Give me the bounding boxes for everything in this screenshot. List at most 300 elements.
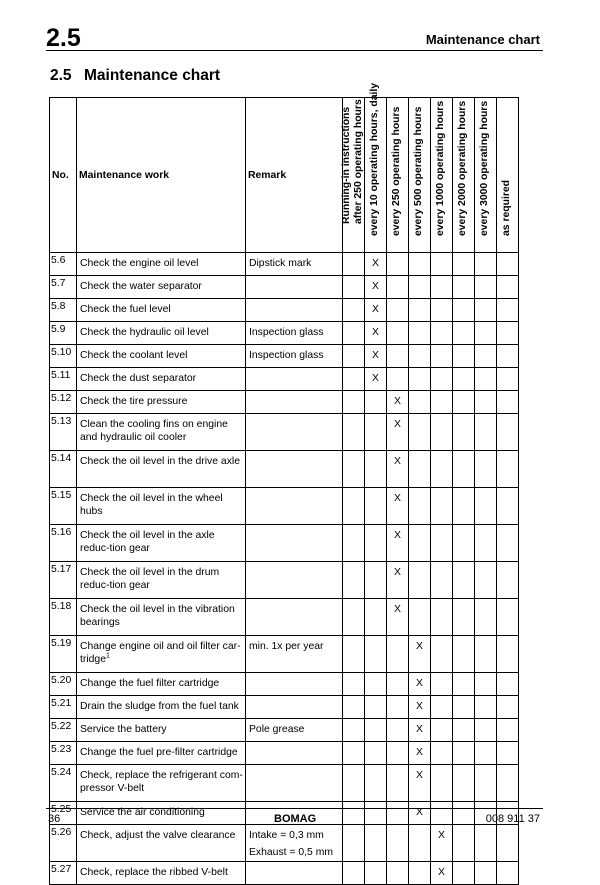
cell-interval <box>365 719 387 742</box>
interval-mark: X <box>394 419 401 430</box>
cell-interval <box>497 276 519 299</box>
cell-interval <box>409 636 431 673</box>
interval-mark: X <box>416 807 423 818</box>
cell-remark <box>246 696 343 719</box>
cell-interval <box>453 765 475 802</box>
cell-interval <box>453 862 475 885</box>
cell-interval <box>475 414 497 451</box>
cell-interval <box>453 345 475 368</box>
cell-interval <box>343 299 365 322</box>
cell-remark <box>246 276 343 299</box>
cell-interval <box>387 719 409 742</box>
interval-mark: X <box>394 396 401 407</box>
cell-interval <box>453 414 475 451</box>
cell-interval <box>431 322 453 345</box>
cell-interval <box>431 825 453 862</box>
cell-remark <box>246 414 343 451</box>
maintenance-work-text: Check the coolant level <box>80 350 188 361</box>
interval-mark: X <box>438 867 445 878</box>
cell-interval <box>475 765 497 802</box>
cell-interval <box>365 696 387 719</box>
cell-interval <box>475 322 497 345</box>
cell-maintenance-work <box>77 696 246 719</box>
interval-label-line: every 1000 operating hours <box>434 100 446 237</box>
table-row <box>50 862 519 885</box>
cell-interval <box>431 802 453 825</box>
interval-mark: X <box>416 678 423 689</box>
header-section-number: 2.5 <box>46 24 81 52</box>
cell-interval <box>387 636 409 673</box>
interval-mark: X <box>394 530 401 541</box>
cell-interval <box>409 562 431 599</box>
cell-interval <box>453 802 475 825</box>
table-row <box>50 525 519 562</box>
cell-interval <box>475 862 497 885</box>
cell-interval <box>343 451 365 488</box>
maintenance-work-text: Check the oil level in the wheel hubs <box>80 493 223 517</box>
cell-number: 5.25 <box>50 802 77 825</box>
cell-interval <box>475 719 497 742</box>
interval-mark: X <box>372 281 379 292</box>
interval-label-line: every 500 operating hours <box>412 106 424 237</box>
column-header-interval <box>453 98 475 253</box>
cell-interval <box>431 719 453 742</box>
interval-label-line: every 10 operating hours, daily <box>368 83 380 237</box>
cell-interval <box>387 525 409 562</box>
cell-interval <box>431 368 453 391</box>
cell-interval <box>343 636 365 673</box>
maintenance-work-text: Change engine oil and oil filter car-tridge <box>80 641 241 665</box>
cell-interval <box>409 322 431 345</box>
cell-number: 5.23 <box>50 742 77 765</box>
cell-interval <box>453 451 475 488</box>
footer-page-number: 36 <box>48 813 61 825</box>
cell-remark <box>246 719 343 742</box>
remark-text: min. 1x per year <box>249 641 324 652</box>
maintenance-work-text: Drain the sludge from the fuel tank <box>80 701 239 712</box>
cell-remark <box>246 599 343 636</box>
column-header-interval <box>475 98 497 253</box>
cell-interval <box>387 345 409 368</box>
cell-interval <box>453 673 475 696</box>
cell-interval <box>497 322 519 345</box>
cell-maintenance-work <box>77 414 246 451</box>
cell-interval <box>343 368 365 391</box>
cell-interval <box>497 391 519 414</box>
cell-remark <box>246 391 343 414</box>
cell-interval <box>409 253 431 276</box>
cell-interval <box>365 345 387 368</box>
maintenance-work-text: Check the dust separator <box>80 373 197 384</box>
cell-interval <box>497 525 519 562</box>
cell-maintenance-work <box>77 742 246 765</box>
table-row <box>50 299 519 322</box>
interval-label-line: every 250 operating hours <box>390 106 402 237</box>
cell-number: 5.26 <box>50 825 77 862</box>
cell-number: 5.18 <box>50 599 77 636</box>
column-header-interval <box>387 98 409 253</box>
cell-number: 5.27 <box>50 862 77 885</box>
cell-interval <box>365 599 387 636</box>
maintenance-work-text: Change the fuel pre-filter cartridge <box>80 747 238 758</box>
cell-interval <box>365 673 387 696</box>
remark-text: Inspection glass <box>249 350 324 361</box>
maintenance-work-text: Check the oil level in the drum reduc-tion gear <box>80 567 220 591</box>
cell-interval <box>475 299 497 322</box>
cell-interval <box>387 276 409 299</box>
cell-interval <box>475 253 497 276</box>
cell-interval <box>475 636 497 673</box>
cell-interval <box>343 862 365 885</box>
cell-interval <box>409 742 431 765</box>
cell-interval <box>343 345 365 368</box>
header-title: Maintenance chart <box>425 32 540 47</box>
cell-interval <box>365 391 387 414</box>
table-row <box>50 673 519 696</box>
cell-interval <box>431 276 453 299</box>
cell-interval <box>453 299 475 322</box>
interval-mark: X <box>394 567 401 578</box>
cell-interval <box>431 562 453 599</box>
cell-maintenance-work <box>77 391 246 414</box>
cell-interval <box>453 368 475 391</box>
interval-mark: X <box>394 604 401 615</box>
interval-mark: X <box>372 304 379 315</box>
column-header-interval <box>409 98 431 253</box>
cell-number: 5.19 <box>50 636 77 673</box>
cell-interval <box>387 862 409 885</box>
maintenance-work-text: Service the battery <box>80 724 167 735</box>
cell-interval <box>431 673 453 696</box>
cell-interval <box>431 253 453 276</box>
cell-number: 5.22 <box>50 719 77 742</box>
cell-interval <box>475 696 497 719</box>
cell-interval <box>365 802 387 825</box>
column-header-no: No. <box>50 98 77 253</box>
interval-mark: X <box>394 493 401 504</box>
cell-interval <box>343 696 365 719</box>
column-header-interval <box>497 98 519 253</box>
cell-interval <box>409 368 431 391</box>
interval-label <box>457 101 469 236</box>
cell-number: 5.15 <box>50 488 77 525</box>
cell-interval <box>365 414 387 451</box>
cell-interval <box>431 451 453 488</box>
interval-mark: X <box>416 701 423 712</box>
cell-interval <box>387 451 409 488</box>
cell-interval <box>387 368 409 391</box>
table-row <box>50 488 519 525</box>
cell-number: 5.11 <box>50 368 77 391</box>
cell-interval <box>365 451 387 488</box>
cell-remark <box>246 636 343 673</box>
cell-interval <box>475 742 497 765</box>
cell-interval <box>453 322 475 345</box>
cell-interval <box>497 673 519 696</box>
cell-interval <box>365 825 387 862</box>
cell-number: 5.14 <box>50 451 77 488</box>
interval-mark: X <box>416 747 423 758</box>
cell-interval <box>365 299 387 322</box>
cell-interval <box>497 253 519 276</box>
remark-text: Pole grease <box>249 724 305 735</box>
cell-remark <box>246 488 343 525</box>
footnote-marker: 1 <box>106 652 110 660</box>
header-divider <box>46 50 543 51</box>
cell-interval <box>453 719 475 742</box>
cell-interval <box>409 451 431 488</box>
cell-interval <box>387 414 409 451</box>
cell-interval <box>475 451 497 488</box>
cell-interval <box>387 299 409 322</box>
table-row <box>50 825 519 862</box>
cell-interval <box>431 299 453 322</box>
cell-interval <box>431 345 453 368</box>
column-header-maintenance-work: Maintenance work <box>77 98 246 253</box>
column-header-interval <box>431 98 453 253</box>
cell-interval <box>497 599 519 636</box>
section-heading <box>50 67 220 85</box>
cell-maintenance-work <box>77 719 246 742</box>
cell-maintenance-work <box>77 765 246 802</box>
cell-interval <box>431 696 453 719</box>
cell-number: 5.7 <box>50 276 77 299</box>
cell-number: 5.24 <box>50 765 77 802</box>
section-number: 2.5 <box>50 67 72 84</box>
column-header-remark: Remark <box>246 98 343 253</box>
maintenance-work-text: Check the hydraulic oil level <box>80 327 209 338</box>
cell-interval <box>497 368 519 391</box>
cell-interval <box>497 636 519 673</box>
cell-interval <box>409 345 431 368</box>
maintenance-work-text: Check, replace the ribbed V-belt <box>80 867 228 878</box>
footer-document-number: 008 911 37 <box>485 813 540 825</box>
cell-interval <box>343 276 365 299</box>
maintenance-work-text: Check the engine oil level <box>80 258 199 269</box>
cell-interval <box>387 562 409 599</box>
cell-interval <box>387 765 409 802</box>
cell-interval <box>475 599 497 636</box>
cell-interval <box>475 345 497 368</box>
interval-label-line: as required <box>500 180 512 237</box>
cell-maintenance-work <box>77 368 246 391</box>
table-row <box>50 719 519 742</box>
table-row <box>50 765 519 802</box>
cell-interval <box>343 253 365 276</box>
cell-maintenance-work <box>77 673 246 696</box>
cell-number: 5.8 <box>50 299 77 322</box>
cell-interval <box>343 802 365 825</box>
cell-interval <box>387 696 409 719</box>
cell-number: 5.17 <box>50 562 77 599</box>
cell-remark <box>246 345 343 368</box>
cell-interval <box>409 276 431 299</box>
maintenance-chart-table <box>49 83 519 885</box>
cell-interval <box>453 488 475 525</box>
cell-interval <box>343 525 365 562</box>
interval-label <box>413 107 425 236</box>
cell-maintenance-work <box>77 862 246 885</box>
cell-maintenance-work <box>77 253 246 276</box>
cell-interval <box>431 525 453 562</box>
cell-interval <box>409 802 431 825</box>
cell-interval <box>453 825 475 862</box>
cell-remark <box>246 451 343 488</box>
interval-mark: X <box>394 456 401 467</box>
cell-interval <box>343 414 365 451</box>
interval-mark: X <box>372 373 379 384</box>
cell-maintenance-work <box>77 802 246 825</box>
cell-remark <box>246 765 343 802</box>
cell-interval <box>387 488 409 525</box>
interval-label <box>369 83 381 236</box>
cell-interval <box>343 673 365 696</box>
cell-interval <box>431 742 453 765</box>
table-row <box>50 696 519 719</box>
table-row <box>50 322 519 345</box>
cell-number: 5.13 <box>50 414 77 451</box>
cell-interval <box>365 253 387 276</box>
cell-interval <box>365 322 387 345</box>
cell-interval <box>475 391 497 414</box>
cell-interval <box>497 862 519 885</box>
interval-label-line: every 2000 operating hours <box>456 100 468 237</box>
cell-interval <box>365 368 387 391</box>
maintenance-work-text: Check the tire pressure <box>80 396 188 407</box>
cell-interval <box>409 825 431 862</box>
cell-interval <box>453 391 475 414</box>
cell-maintenance-work <box>77 345 246 368</box>
cell-number: 5.16 <box>50 525 77 562</box>
cell-interval <box>431 636 453 673</box>
maintenance-work-text: Check, adjust the valve clearance <box>80 830 236 841</box>
cell-interval <box>431 414 453 451</box>
remark-text: Exhaust = 0,5 mm <box>249 847 334 858</box>
table-row <box>50 742 519 765</box>
cell-interval <box>343 488 365 525</box>
interval-mark: X <box>416 641 423 652</box>
cell-remark <box>246 525 343 562</box>
cell-interval <box>409 765 431 802</box>
cell-interval <box>387 802 409 825</box>
cell-interval <box>497 742 519 765</box>
cell-maintenance-work <box>77 488 246 525</box>
cell-interval <box>497 345 519 368</box>
table-row <box>50 451 519 488</box>
cell-interval <box>365 562 387 599</box>
interval-label-line: Running-in instructions <box>340 106 352 225</box>
table-body <box>50 253 519 885</box>
cell-maintenance-work <box>77 825 246 862</box>
table-row <box>50 253 519 276</box>
table-row <box>50 599 519 636</box>
cell-interval <box>365 525 387 562</box>
cell-interval <box>387 742 409 765</box>
interval-label <box>435 101 447 236</box>
table-row <box>50 414 519 451</box>
cell-interval <box>497 696 519 719</box>
maintenance-work-text: Check the oil level in the axle reduc-tion gear <box>80 530 215 554</box>
cell-interval <box>497 299 519 322</box>
interval-label <box>391 107 403 236</box>
interval-mark: X <box>372 350 379 361</box>
cell-interval <box>431 862 453 885</box>
cell-interval <box>453 696 475 719</box>
cell-remark <box>246 322 343 345</box>
cell-number: 5.10 <box>50 345 77 368</box>
cell-interval <box>475 525 497 562</box>
table-row <box>50 276 519 299</box>
cell-interval <box>343 742 365 765</box>
cell-remark <box>246 825 343 862</box>
footer-divider <box>46 808 543 809</box>
cell-interval <box>365 488 387 525</box>
maintenance-work-text: Service the air conditioning <box>80 807 205 818</box>
interval-label <box>341 99 365 224</box>
cell-interval <box>387 253 409 276</box>
table-header-row <box>50 98 519 253</box>
cell-interval <box>497 488 519 525</box>
column-header-interval <box>365 83 387 253</box>
cell-interval <box>409 719 431 742</box>
cell-interval <box>453 742 475 765</box>
cell-remark <box>246 253 343 276</box>
cell-interval <box>387 825 409 862</box>
cell-remark <box>246 742 343 765</box>
cell-interval <box>365 765 387 802</box>
table-row <box>50 562 519 599</box>
cell-interval <box>431 391 453 414</box>
cell-interval <box>453 525 475 562</box>
interval-mark: X <box>372 327 379 338</box>
cell-interval <box>365 742 387 765</box>
maintenance-work-text: Check, replace the refrigerant com-pressor V-belt <box>80 770 243 794</box>
cell-number: 5.21 <box>50 696 77 719</box>
interval-label <box>501 180 513 236</box>
cell-interval <box>409 599 431 636</box>
maintenance-work-text: Check the oil level in the drive axle <box>80 456 240 467</box>
cell-interval <box>475 825 497 862</box>
interval-mark: X <box>416 770 423 781</box>
cell-interval <box>343 765 365 802</box>
interval-label-line: every 3000 operating hours <box>478 100 490 237</box>
table-row <box>50 636 519 673</box>
remark-text: Intake = 0,3 mm <box>249 830 324 841</box>
table-row <box>50 391 519 414</box>
interval-mark: X <box>416 724 423 735</box>
interval-label <box>479 101 491 236</box>
cell-interval <box>343 322 365 345</box>
column-header-interval <box>340 98 365 253</box>
cell-interval <box>497 765 519 802</box>
cell-interval <box>453 562 475 599</box>
cell-maintenance-work <box>77 276 246 299</box>
cell-interval <box>453 636 475 673</box>
cell-interval <box>497 451 519 488</box>
cell-number: 5.6 <box>50 253 77 276</box>
cell-interval <box>409 391 431 414</box>
cell-interval <box>497 825 519 862</box>
cell-maintenance-work <box>77 299 246 322</box>
cell-interval <box>409 862 431 885</box>
cell-maintenance-work <box>77 451 246 488</box>
cell-interval <box>409 673 431 696</box>
cell-interval <box>453 253 475 276</box>
cell-interval <box>475 276 497 299</box>
maintenance-work-text: Change the fuel filter cartridge <box>80 678 220 689</box>
cell-interval <box>387 322 409 345</box>
interval-mark: X <box>438 830 445 841</box>
